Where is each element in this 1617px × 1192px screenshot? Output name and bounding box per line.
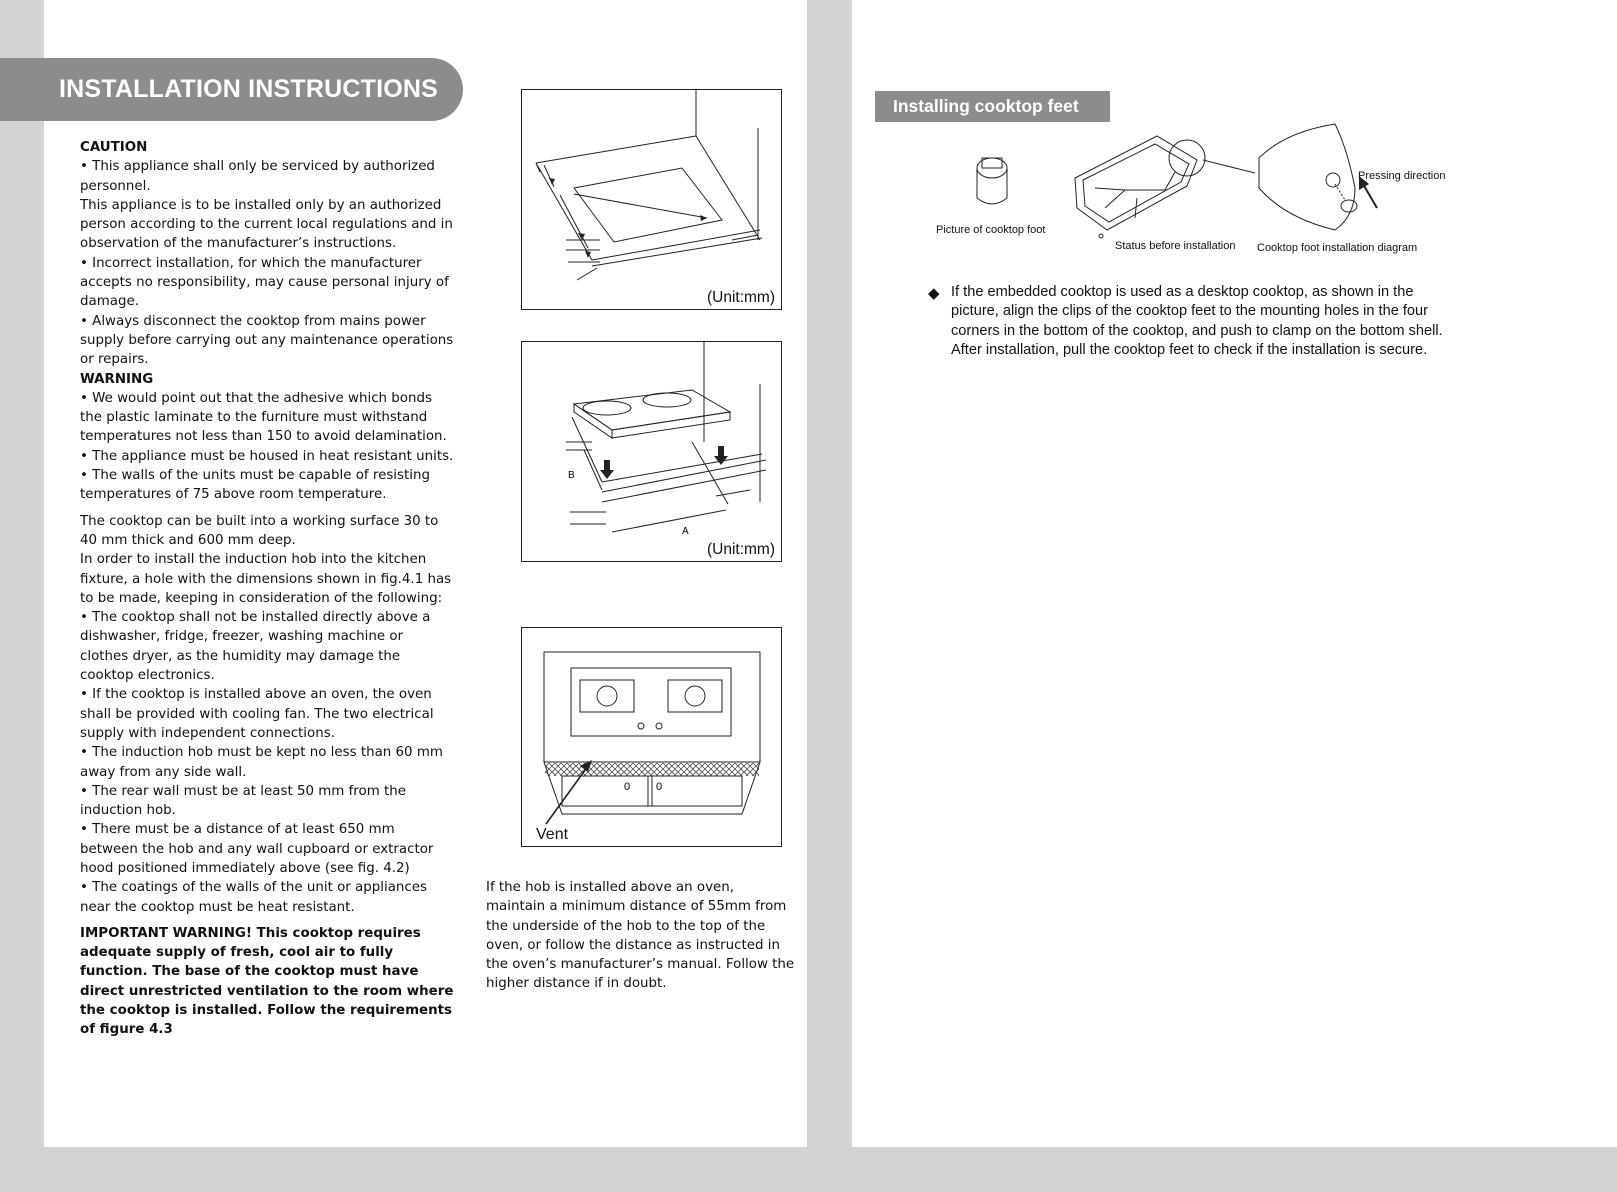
instruction-paragraph: • There must be a distance of at least 650 mm between the hob and any wall cupboard or extractor hood positioned immediately above (see fig. 4.2): [80, 822, 434, 876]
caption-pressing-direction: Pressing direction: [1358, 170, 1446, 182]
instruction-paragraph: This appliance is to be installed only by an authorized person according to the current local regulations and in observation of the manufacturer’s instructions.: [80, 197, 453, 252]
banner-title: INSTALLATION INSTRUCTIONS: [0, 58, 463, 121]
instruction-paragraph: WARNING: [80, 371, 154, 387]
fig3-knob-left: 0: [624, 781, 631, 793]
caption-installation-diagram: Cooktop foot installation diagram: [1257, 242, 1418, 254]
figure-vent: [521, 627, 782, 847]
oven-note: [486, 878, 796, 994]
feet-instructions-text: If the embedded cooktop is used as a desktop cooktop, as shown in the picture, align the clips of the cooktop feet to the mounting holes in the four corners in the bottom of the cooktop, and push to clamp on the bottom shell. After installation, pull the cooktop feet to check if the installation is secure.: [951, 284, 1443, 358]
instruction-paragraph: • This appliance shall only be serviced by authorized personnel.: [80, 159, 435, 194]
fig2-label-a: A: [682, 526, 689, 537]
instruction-paragraph: [80, 917, 455, 924]
section-title: Installing cooktop feet: [875, 91, 1110, 122]
figure-cutout-dimensions: [521, 89, 782, 310]
caption-cooktop-foot: Picture of cooktop foot: [936, 224, 1046, 236]
instruction-paragraph: • The coatings of the walls of the unit or appliances near the cooktop must be heat resistant.: [80, 880, 427, 915]
instruction-paragraph: • If the cooktop is installed above an oven, the oven shall be provided with cooling fan. The two electrical supply with independent connections.: [80, 687, 434, 741]
instructions-column: [80, 138, 455, 1040]
instruction-paragraph: In order to install the induction hob into the kitchen fixture, a hole with the dimensions shown in fig.4.1 has to be made, keeping in consideration of the following:: [80, 552, 452, 606]
instruction-paragraph: • We would point out that the adhesive which bonds the plastic laminate to the furniture must withstand temperatures not less than 150 to avoid delamination.: [80, 390, 447, 445]
instruction-paragraph: • The cooktop shall not be installed directly above a dishwasher, fridge, freezer, washing machine or clothes dryer, as the humidity may damage the cooktop electronics.: [80, 610, 431, 684]
fig2-unit-label: (Unit:mm): [706, 541, 775, 558]
cutout-diagram: [522, 90, 781, 309]
cooktop-feet-figure: [925, 118, 1465, 268]
instruction-paragraph: CAUTION: [80, 140, 148, 155]
instruction-paragraph: • Incorrect installation, for which the manufacturer accepts no responsibility, may cause personal injury of damage.: [80, 255, 449, 310]
vent-label: Vent: [536, 826, 569, 843]
instruction-paragraph: The cooktop can be built into a working surface 30 to 40 mm thick and 600 mm deep.: [80, 513, 439, 548]
oven-note-text: If the hob is installed above an oven, maintain a minimum distance of 55mm from the underside of the hob to the top of the oven, or follow the distance as instructed in the oven’s manufacturer’s manual. Follow the higher distance if in doubt.: [486, 880, 795, 992]
figure-cooktop-placement: [521, 341, 782, 562]
instruction-paragraph: • The appliance must be housed in heat resistant units.: [80, 448, 454, 464]
instruction-paragraph: • The walls of the units must be capable of resisting temperatures of 75 above room temperature.: [80, 468, 430, 503]
instruction-paragraph: IMPORTANT WARNING! This cooktop requires adequate supply of fresh, cool air to fully function. The base of the cooktop must have direct unrestricted ventilation to the room where the cooktop is installed. Follow the requirements of figure 4.3: [80, 925, 454, 1038]
caption-status-before: Status before installation: [1115, 240, 1236, 252]
diamond-icon: ◆: [928, 285, 940, 302]
fig1-unit-label: (Unit:mm): [706, 289, 775, 306]
placement-diagram: [522, 342, 781, 561]
vent-diagram: [522, 628, 781, 846]
fig3-knob-right: 0: [656, 781, 663, 793]
instruction-paragraph: • Always disconnect the cooktop from mains power supply before carrying out any maintenance operations or repairs.: [80, 313, 454, 368]
feet-instructions: [928, 283, 1448, 360]
fig2-label-b: B: [568, 470, 575, 481]
instruction-paragraph: • The induction hob must be kept no less than 60 mm away from any side wall.: [80, 745, 443, 780]
instruction-paragraph: • The rear wall must be at least 50 mm from the induction hob.: [80, 783, 406, 819]
instruction-paragraph: [80, 505, 455, 512]
